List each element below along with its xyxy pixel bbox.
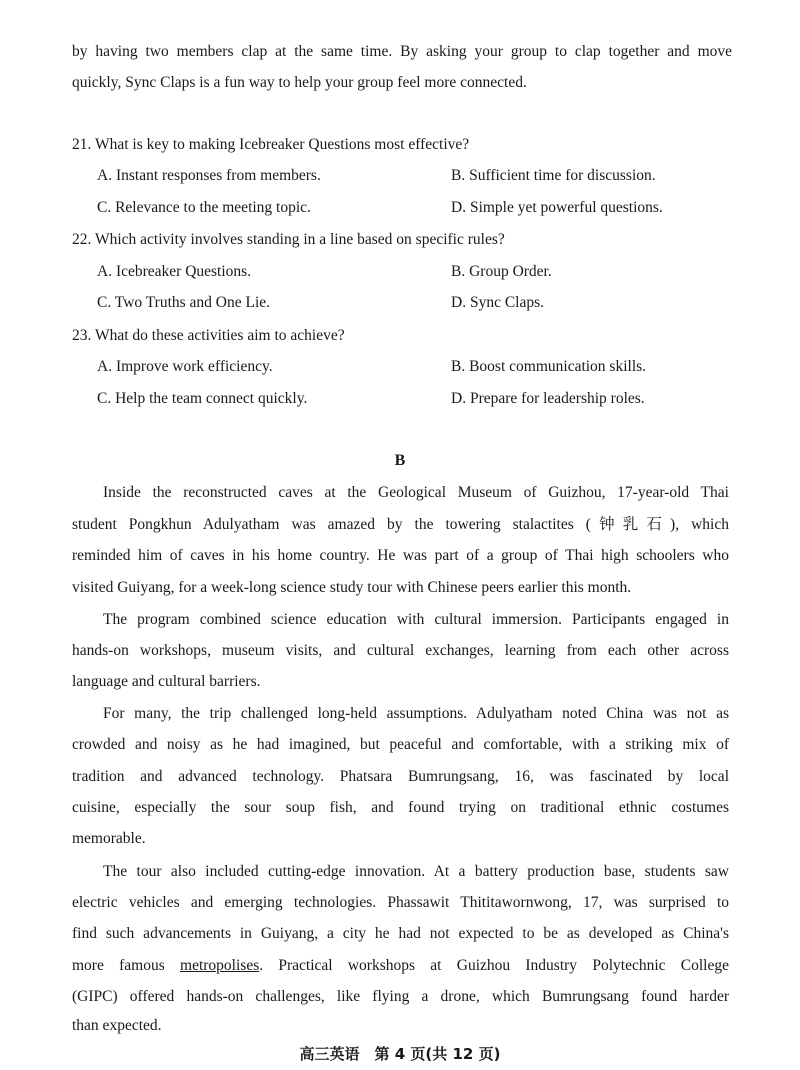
question-22-option-d: D. Sync Claps. [451, 294, 544, 311]
paragraph-4-line-2: electric vehicles and emerging technologies. Phassawit Thititawornwong, 17, was surprised to [72, 894, 729, 911]
paragraph-1-line-1: Inside the reconstructed caves at the Geological Museum of Guizhou, 17-year-old Thai [103, 484, 729, 501]
question-23-option-a: A. Improve work efficiency. [97, 358, 273, 375]
paragraph-4-line-4-end: . Practical workshops at Guizhou Industry Polytechnic College [259, 957, 729, 974]
page-footer: 高三英语 第 4 页(共 12 页) [299, 1045, 501, 1063]
paragraph-2-line-1: The program combined science education with cultural immersion. Participants engaged in [103, 611, 729, 628]
paragraph-4-line-4-start: more famous [72, 957, 181, 974]
paragraph-3-line-2: crowded and noisy as he had imagined, but peaceful and comfortable, with a striking mix of [72, 736, 729, 753]
question-22-stem: 22. Which activity involves standing in a line based on specific rules? [72, 231, 505, 248]
paragraph-3-line-4: cuisine, especially the sour soup fish, and found trying on traditional ethnic costumes [72, 799, 729, 816]
question-21-stem: 21. What is key to making Icebreaker Questions most effective? [72, 136, 470, 153]
paragraph-1-line-2: student Pongkhun Adulyatham was amazed by the towering stalactites (钟乳石), which [72, 516, 729, 533]
question-23-option-c: C. Help the team connect quickly. [97, 390, 308, 407]
paragraph-4-line-5: (GIPC) offered hands-on challenges, like flying a drone, which Bumrungsang found harder [72, 988, 729, 1005]
question-22-option-a: A. Icebreaker Questions. [97, 263, 252, 280]
paragraph-3-line-3: tradition and advanced technology. Phatsara Bumrungsang, 16, was fascinated by local [72, 768, 729, 785]
question-22-option-c: C. Two Truths and One Lie. [97, 294, 271, 311]
intro-line-2: quickly, Sync Claps is a fun way to help your group feel more connected. [72, 74, 527, 91]
section-heading: B [394, 452, 406, 469]
question-21-option-a: A. Instant responses from members. [97, 167, 321, 184]
question-23-option-b: B. Boost communication skills. [451, 358, 647, 375]
paragraph-3-line-5: memorable. [72, 830, 146, 847]
question-23-stem: 23. What do these activities aim to achieve? [72, 327, 345, 344]
paragraph-1-line-3: reminded him of caves in his home country. He was part of a group of Thai high schoolers who [72, 547, 729, 564]
intro-line-1: by having two members clap at the same time. By asking your group to clap together and move [72, 43, 732, 60]
paragraph-2-line-2: hands-on workshops, museum visits, and cultural exchanges, learning from each other across [72, 642, 729, 659]
question-22-option-b: B. Group Order. [451, 263, 552, 280]
question-21-option-d: D. Simple yet powerful questions. [451, 199, 663, 216]
paragraph-2-line-3: language and cultural barriers. [72, 673, 261, 690]
paragraph-4-line-1: The tour also included cutting-edge innovation. At a battery production base, students saw [103, 863, 729, 880]
underlined-word-metropolises: metropolises [180, 957, 260, 974]
paragraph-3-line-1: For many, the trip challenged long-held assumptions. Adulyatham noted China was not as [103, 705, 729, 722]
question-23-option-d: D. Prepare for leadership roles. [451, 390, 645, 407]
question-21-option-c: C. Relevance to the meeting topic. [97, 199, 311, 216]
paragraph-1-line-4: visited Guiyang, for a week-long science study tour with Chinese peers earlier this month. [72, 579, 632, 596]
paragraph-4-line-4 [72, 956, 729, 976]
paragraph-4-line-3: find such advancements in Guiyang, a city he had not expected to be as developed as China's [72, 925, 729, 942]
paragraph-4-line-6: than expected. [72, 1017, 162, 1034]
question-21-option-b: B. Sufficient time for discussion. [451, 167, 656, 184]
